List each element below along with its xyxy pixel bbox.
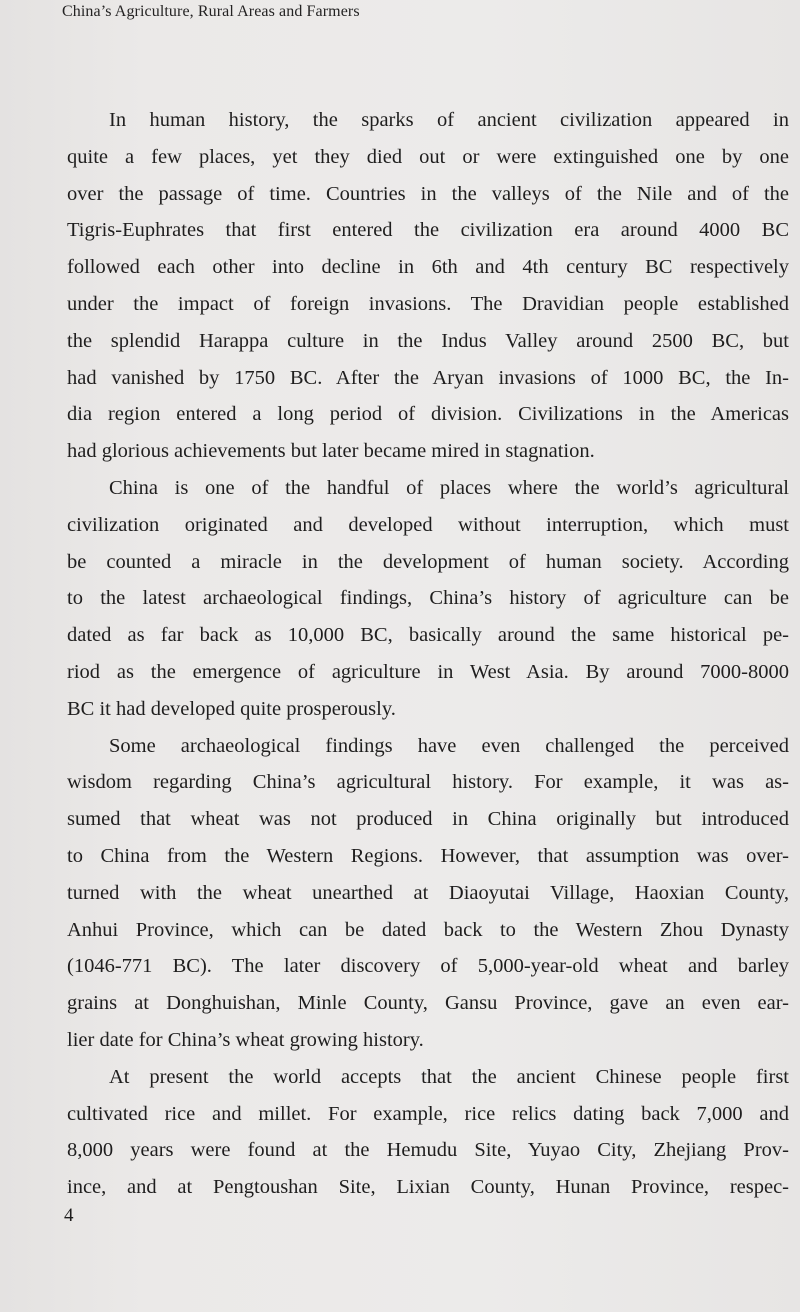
text-line: ince, and at Pengtoushan Site, Lixian County, Hunan Province, respec- bbox=[67, 1176, 789, 1199]
text-line: At present the world accepts that the ancient Chinese people first bbox=[109, 1065, 789, 1088]
text-line: be counted a miracle in the development of human society. According bbox=[67, 550, 789, 573]
text-line: dated as far back as 10,000 BC, basically around the same historical pe- bbox=[67, 624, 789, 647]
text-line: Some archaeological findings have even challenged the perceived bbox=[109, 734, 789, 757]
text-line: to the latest archaeological findings, China’s history of agriculture can be bbox=[67, 587, 789, 610]
paragraph-2 bbox=[67, 470, 789, 728]
paragraph-1 bbox=[67, 102, 789, 470]
page-number: 4 bbox=[64, 1205, 74, 1226]
text-line: to China from the Western Regions. However, that assumption was over- bbox=[67, 844, 789, 867]
text-line: had glorious achievements but later became mired in stagnation. bbox=[67, 440, 595, 463]
text-line: lier date for China’s wheat growing history. bbox=[67, 1028, 424, 1051]
paragraph-3 bbox=[67, 728, 789, 1059]
body-text bbox=[67, 102, 789, 1206]
text-line: followed each other into decline in 6th and 4th century BC respectively bbox=[67, 256, 789, 279]
text-line: dia region entered a long period of division. Civilizations in the Americas bbox=[67, 403, 789, 426]
text-line: quite a few places, yet they died out or were extinguished one by one bbox=[67, 145, 789, 168]
text-line: BC it had developed quite prosperously. bbox=[67, 697, 396, 720]
text-line: civilization originated and developed without interruption, which must bbox=[67, 513, 789, 536]
text-line: Tigris-Euphrates that first entered the civilization era around 4000 BC bbox=[67, 219, 789, 242]
text-line: China is one of the handful of places where the world’s agricultural bbox=[109, 476, 789, 499]
paragraph-4 bbox=[67, 1059, 789, 1206]
text-line: grains at Donghuishan, Minle County, Gansu Province, gave an even ear- bbox=[67, 992, 789, 1015]
text-line: had vanished by 1750 BC. After the Aryan invasions of 1000 BC, the In- bbox=[67, 366, 789, 389]
text-line: wisdom regarding China’s agricultural history. For example, it was as- bbox=[67, 771, 789, 794]
text-line: In human history, the sparks of ancient civilization appeared in bbox=[109, 109, 789, 131]
text-line: 8,000 years were found at the Hemudu Site, Yuyao City, Zhejiang Prov- bbox=[67, 1139, 789, 1162]
text-line: (1046-771 BC). The later discovery of 5,000-year-old wheat and barley bbox=[67, 955, 789, 978]
text-line: riod as the emergence of agriculture in West Asia. By around 7000-8000 bbox=[67, 660, 789, 683]
text-line: turned with the wheat unearthed at Diaoyutai Village, Haoxian County, bbox=[67, 881, 789, 904]
text-line: sumed that wheat was not produced in China originally but introduced bbox=[67, 808, 789, 831]
text-line: the splendid Harappa culture in the Indus Valley around 2500 BC, but bbox=[67, 329, 789, 352]
text-line: Anhui Province, which can be dated back to the Western Zhou Dynasty bbox=[67, 918, 789, 941]
running-header: China’s Agriculture, Rural Areas and Farmers bbox=[62, 3, 360, 20]
text-line: cultivated rice and millet. For example, rice relics dating back 7,000 and bbox=[67, 1102, 789, 1125]
text-line: over the passage of time. Countries in the valleys of the Nile and of the bbox=[67, 182, 789, 205]
text-line: under the impact of foreign invasions. The Dravidian people established bbox=[67, 292, 789, 315]
